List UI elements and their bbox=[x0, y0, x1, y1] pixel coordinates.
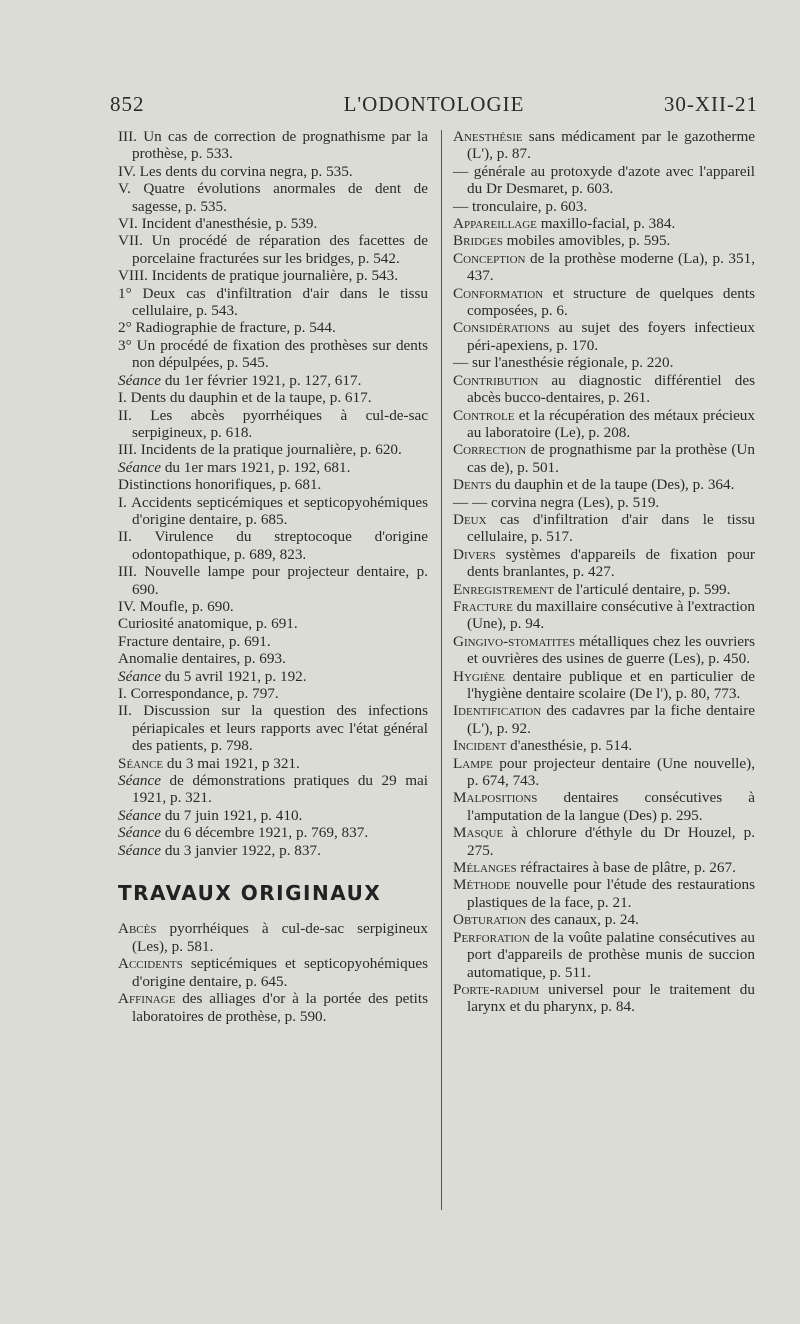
right-entries bbox=[453, 128, 755, 1016]
index-entry bbox=[118, 337, 428, 372]
page-number: 852 bbox=[110, 92, 145, 116]
entry-keyword: Considérations bbox=[453, 319, 550, 337]
entry-text: I. Correspondance, p. 797. bbox=[118, 685, 279, 702]
section-title: TRAVAUX ORIGINAUX bbox=[118, 881, 382, 906]
index-entry bbox=[453, 633, 755, 668]
entry-text: sans médicament par le gazotherme (L'), p. 87. bbox=[467, 128, 755, 163]
entry-keyword: Malpositions bbox=[453, 789, 538, 807]
entry-text: septicémiques et septicopyohémiques d'origine dentaire, p. 645. bbox=[132, 955, 428, 990]
index-entry bbox=[453, 128, 755, 163]
entry-text: Distinctions honorifiques, p. 681. bbox=[118, 476, 322, 494]
entry-text: du maxillaire consécutive à l'extraction (Une), p. 94. bbox=[467, 597, 755, 633]
index-entry bbox=[118, 668, 428, 685]
index-entry bbox=[453, 319, 755, 354]
index-entry bbox=[118, 824, 428, 841]
index-entry bbox=[118, 389, 428, 406]
entry-text: d'anesthésie, p. 514. bbox=[506, 737, 633, 755]
entry-text: de démonstrations pratiques du 29 mai 1921, p. 321. bbox=[132, 772, 428, 807]
entry-text: tronculaire, p. 603. bbox=[468, 197, 588, 215]
entry-text: des alliages d'or à la portée des petits laboratoires de prothèse, p. 590. bbox=[132, 990, 428, 1025]
entry-keyword: Perforation bbox=[453, 928, 530, 946]
entry-keyword: — bbox=[453, 354, 469, 372]
left-entries bbox=[118, 128, 428, 859]
entry-keyword: Enregistrement bbox=[453, 580, 554, 598]
entry-text: des canaux, p. 24. bbox=[526, 911, 639, 929]
column-divider bbox=[441, 130, 442, 1210]
index-entry bbox=[453, 755, 755, 790]
index-entry bbox=[453, 215, 755, 232]
entry-text: sur l'anesthésie régionale, p. 220. bbox=[468, 354, 674, 372]
index-entry bbox=[118, 528, 428, 563]
entry-keyword: Identification bbox=[453, 702, 542, 720]
index-entry bbox=[118, 755, 428, 772]
entry-text: 3° Un procédé de fixation des prothèses sur dents non dépulpées, p. 545. bbox=[118, 336, 428, 372]
running-header bbox=[110, 92, 758, 122]
left-entries-after bbox=[118, 920, 428, 1024]
entry-keyword: Porte-radium bbox=[453, 980, 540, 998]
entry-text: du 3 mai 1921, p 321. bbox=[163, 754, 300, 772]
entry-keyword: — bbox=[453, 197, 469, 215]
entry-text: de l'articulé dentaire, p. 599. bbox=[553, 580, 731, 598]
index-entry bbox=[118, 285, 428, 320]
index-entry bbox=[453, 198, 755, 215]
index-entry bbox=[453, 737, 755, 754]
index-entry bbox=[453, 824, 755, 859]
index-entry bbox=[118, 180, 428, 215]
entry-keyword: Controle bbox=[453, 406, 515, 424]
index-entry bbox=[453, 476, 755, 493]
entry-keyword: Gingivo-stomatites bbox=[453, 632, 576, 650]
entry-text: III. Incidents de la pratique journalière, p. 620. bbox=[118, 441, 402, 459]
entry-text: cas d'infiltration d'air dans le tissu cellulaire, p. 517. bbox=[467, 510, 755, 546]
entry-text: du 6 décembre 1921, p. 769, 837. bbox=[161, 824, 369, 842]
index-entry bbox=[453, 511, 755, 546]
entry-text: de la voûte palatine consécutives au port d'appareils de prothèse munis de succion automatique, p. 511. bbox=[467, 928, 755, 981]
index-entry bbox=[118, 476, 428, 493]
index-entry bbox=[118, 685, 428, 702]
entry-text: au diagnostic différentiel des abcès bucco-dentaires, p. 261. bbox=[467, 371, 755, 407]
index-entry bbox=[118, 842, 428, 859]
entry-keyword: Masque bbox=[453, 824, 504, 842]
entry-keyword: Séance bbox=[118, 824, 162, 842]
entry-text: 2° Radiographie de fracture, p. 544. bbox=[118, 319, 336, 337]
entry-text: I. Dents du dauphin et de la taupe, p. 617. bbox=[118, 389, 372, 407]
entry-text: Fracture dentaire, p. 691. bbox=[118, 632, 271, 650]
entry-text: nouvelle pour l'étude des restaurations plastiques de la face, p. 21. bbox=[467, 876, 755, 911]
entry-keyword: Dents bbox=[453, 476, 492, 494]
entry-text: du 1er février 1921, p. 127, 617. bbox=[161, 371, 362, 389]
index-entry bbox=[118, 267, 428, 284]
entry-text: V. Quatre évolutions anormales de dent de sagesse, p. 535. bbox=[118, 180, 428, 215]
left-column bbox=[118, 128, 428, 1025]
index-entry bbox=[453, 494, 755, 511]
index-entry bbox=[453, 372, 755, 407]
index-entry bbox=[453, 407, 755, 442]
entry-text: du 7 juin 1921, p. 410. bbox=[161, 806, 303, 824]
index-entry bbox=[118, 215, 428, 232]
index-entry bbox=[453, 911, 755, 928]
entry-keyword: Contribution bbox=[453, 371, 539, 389]
entry-keyword: — bbox=[453, 162, 469, 180]
index-entry bbox=[118, 772, 428, 807]
entry-text: de la prothèse moderne (La), p. 351, 437. bbox=[467, 249, 755, 285]
entry-keyword: Hygiène bbox=[453, 667, 505, 685]
entry-text: II. Discussion sur la question des infections périapicales et leurs rapports avec l'état général des patients, p. 798. bbox=[118, 702, 428, 755]
entry-keyword: Divers bbox=[453, 545, 496, 563]
index-entry bbox=[453, 859, 755, 876]
entry-keyword: Conformation bbox=[453, 284, 544, 302]
entry-text: du 3 janvier 1922, p. 837. bbox=[161, 841, 321, 859]
entry-text: universel pour le traitement du larynx et du pharynx, p. 84. bbox=[467, 980, 755, 1016]
index-entry bbox=[453, 250, 755, 285]
entry-keyword: Séance bbox=[118, 772, 162, 790]
index-entry bbox=[118, 650, 428, 667]
entry-text: IV. Moufle, p. 690. bbox=[118, 597, 234, 615]
entry-text: générale au protoxyde d'azote avec l'appareil du Dr Desmaret, p. 603. bbox=[467, 162, 755, 198]
index-entry bbox=[118, 319, 428, 336]
entry-text: Anomalie dentaires, p. 693. bbox=[118, 650, 286, 668]
index-entry bbox=[118, 372, 428, 389]
index-entry bbox=[453, 598, 755, 633]
index-entry bbox=[118, 633, 428, 650]
entry-keyword: Affinage bbox=[118, 990, 176, 1008]
entry-keyword: Obturation bbox=[453, 911, 527, 929]
entry-keyword: Accidents bbox=[118, 955, 183, 973]
entry-text: IV. Les dents du corvina negra, p. 535. bbox=[118, 162, 353, 180]
entry-text: III. Nouvelle lampe pour projecteur dentaire, p. 690. bbox=[118, 563, 428, 598]
entry-keyword: Incident bbox=[453, 737, 507, 755]
entry-text: corvina negra (Les), p. 519. bbox=[487, 493, 660, 511]
entry-keyword: Anesthésie bbox=[453, 128, 523, 145]
entry-text: pyorrhéiques à cul-de-sac serpigineux (Les), p. 581. bbox=[132, 920, 428, 955]
entry-keyword: Fracture bbox=[453, 597, 513, 615]
index-entry bbox=[118, 459, 428, 476]
index-entry bbox=[118, 163, 428, 180]
entry-text: au sujet des foyers infectieux péri-apexiens, p. 170. bbox=[467, 319, 755, 354]
index-entry bbox=[118, 441, 428, 458]
index-entry bbox=[118, 563, 428, 598]
issue-date: 30-XII-21 bbox=[663, 92, 758, 116]
entry-text: pour projecteur dentaire (Une nouvelle), p. 674, 743. bbox=[467, 754, 755, 790]
index-entry bbox=[118, 128, 428, 163]
entry-text: dentaire publique et en particulier de l'hygiène dentaire scolaire (De l'), p. 80, 773. bbox=[467, 667, 755, 702]
entry-text: du 1er mars 1921, p. 192, 681. bbox=[161, 458, 351, 476]
index-entry bbox=[118, 615, 428, 632]
index-entry bbox=[453, 668, 755, 703]
entry-keyword: Méthode bbox=[453, 876, 511, 894]
index-entry bbox=[118, 990, 428, 1025]
index-entry bbox=[453, 581, 755, 598]
entry-text: et la récupération des métaux précieux au laboratoire (Le), p. 208. bbox=[467, 406, 755, 441]
entry-text: I. Accidents septicémiques et septicopyohémiques d'origine dentaire, p. 685. bbox=[118, 493, 428, 528]
index-entry bbox=[118, 407, 428, 442]
entry-keyword: Mélanges bbox=[453, 859, 517, 877]
index-entry bbox=[453, 163, 755, 198]
entry-text: II. Virulence du streptocoque d'origine odontopathique, p. 689, 823. bbox=[118, 528, 428, 563]
right-column bbox=[453, 128, 755, 1016]
entry-text: VIII. Incidents de pratique journalière, p. 543. bbox=[118, 267, 399, 285]
entry-keyword: Deux bbox=[453, 510, 487, 528]
index-entry bbox=[453, 702, 755, 737]
entry-text: Curiosité anatomique, p. 691. bbox=[118, 615, 298, 633]
index-entry bbox=[453, 876, 755, 911]
entry-text: maxillo-facial, p. 384. bbox=[536, 215, 676, 233]
entry-keyword: Séance bbox=[118, 806, 162, 824]
index-entry bbox=[118, 598, 428, 615]
entry-keyword: Conception bbox=[453, 249, 526, 267]
entry-text: à chlorure d'éthyle du Dr Houzel, p. 275. bbox=[467, 824, 755, 859]
journal-title: L'ODONTOLOGIE bbox=[343, 92, 525, 116]
index-entry bbox=[453, 285, 755, 320]
entry-keyword: Séance bbox=[118, 458, 162, 476]
index-entry bbox=[453, 232, 755, 249]
entry-text: 1° Deux cas d'infiltration d'air dans le tissu cellulaire, p. 543. bbox=[118, 284, 428, 320]
entry-text: VI. Incident d'anesthésie, p. 539. bbox=[118, 215, 318, 233]
entry-text: réfractaires à base de plâtre, p. 267. bbox=[516, 859, 736, 877]
entry-keyword: Séance bbox=[118, 754, 164, 772]
entry-keyword: Séance bbox=[118, 371, 162, 389]
entry-keyword: Bridges bbox=[453, 232, 503, 250]
entry-text: et structure de quelques dents composées, p. 6. bbox=[467, 284, 755, 320]
index-entry bbox=[453, 981, 755, 1016]
entry-keyword: Abcès bbox=[118, 920, 157, 938]
index-entry bbox=[118, 232, 428, 267]
index-entry bbox=[453, 789, 755, 824]
index-entry bbox=[453, 354, 755, 371]
entry-keyword: Séance bbox=[118, 667, 162, 685]
entry-text: du dauphin et de la taupe (Des), p. 364. bbox=[491, 476, 735, 494]
entry-text: métalliques chez les ouvriers et ouvrières des usines de guerre (Les), p. 450. bbox=[467, 632, 755, 668]
entry-text: de prognathisme par la prothèse (Un cas de), p. 501. bbox=[467, 441, 755, 476]
entry-text: II. Les abcès pyorrhéiques à cul-de-sac serpigineux, p. 618. bbox=[118, 406, 428, 441]
entry-text: VII. Un procédé de réparation des facettes de porcelaine fracturées sur les bridges, p. 542. bbox=[118, 232, 428, 267]
index-entry bbox=[453, 546, 755, 581]
entry-keyword: Lampe bbox=[453, 754, 493, 772]
entry-text: mobiles amovibles, p. 595. bbox=[502, 232, 671, 250]
entry-keyword: — — bbox=[453, 493, 488, 511]
entry-keyword: Correction bbox=[453, 441, 527, 459]
entry-text: du 5 avril 1921, p. 192. bbox=[161, 667, 307, 685]
entry-text: systèmes d'appareils de fixation pour dents branlantes, p. 427. bbox=[467, 545, 755, 581]
index-entry bbox=[118, 955, 428, 990]
index-entry bbox=[453, 929, 755, 981]
entry-keyword: Appareillage bbox=[453, 215, 537, 233]
index-entry bbox=[118, 920, 428, 955]
entry-keyword: Séance bbox=[118, 841, 162, 859]
entry-text: dentaires consécutives à l'amputation de la langue (Des) p. 295. bbox=[467, 789, 755, 824]
index-entry bbox=[453, 441, 755, 476]
entry-text: des cadavres par la fiche dentaire (L'), p. 92. bbox=[467, 702, 755, 737]
entry-text: III. Un cas de correction de prognathisme par la prothèse, p. 533. bbox=[118, 128, 428, 163]
index-entry bbox=[118, 807, 428, 824]
index-entry bbox=[118, 702, 428, 754]
index-entry bbox=[118, 494, 428, 529]
